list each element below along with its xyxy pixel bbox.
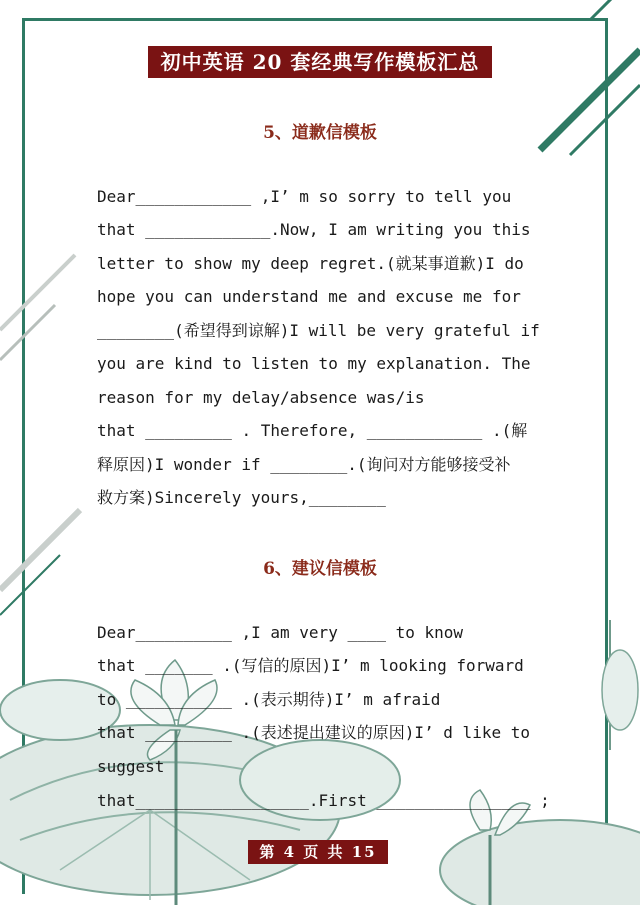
text-line: 释原因)I wonder if ________.(询问对方能够接受补 [97,455,511,474]
text-line: that__________________.First ________________ ; [97,791,550,810]
text-line: that _______ .(写信的原因)I’ m looking forward [97,656,524,675]
text-line: suggest [97,757,165,776]
text-line: ________(希望得到谅解)I will be very grateful if [97,321,540,340]
page-title: 初中英语 20 套经典写作模板汇总 [148,46,492,78]
text-line: letter to show my deep regret.(就某事道歉)I do [97,254,524,273]
text-line: Dear____________ ,I’ m so sorry to tell you [97,187,512,206]
text-line: you are kind to listen to my explanation. The [97,354,531,373]
text-line: to ___________ .(表示期待)I’ m afraid [97,690,441,709]
text-line: reason for my delay/absence was/is [97,388,425,407]
text-line: that _____________.Now, I am writing you this [97,220,531,239]
left-stripes-decoration [0,0,90,640]
page-number-badge: 第 4 页 共 15 页 [248,840,388,864]
section-title-suggestion-letter: 6、建议信模板 [263,559,377,579]
text-line: that _________ . Therefore, ____________ .(解 [97,421,528,440]
text-line: Dear__________ ,I am very ____ to know [97,623,464,642]
text-line: hope you can understand me and excuse me for [97,287,521,306]
text-line: that _________ .(表述提出建议的原因)I’ d like to [97,723,530,742]
section-title-apology-letter: 5、道歉信模板 [263,123,377,143]
text-line: 救方案)Sincerely yours,________ [97,488,386,507]
